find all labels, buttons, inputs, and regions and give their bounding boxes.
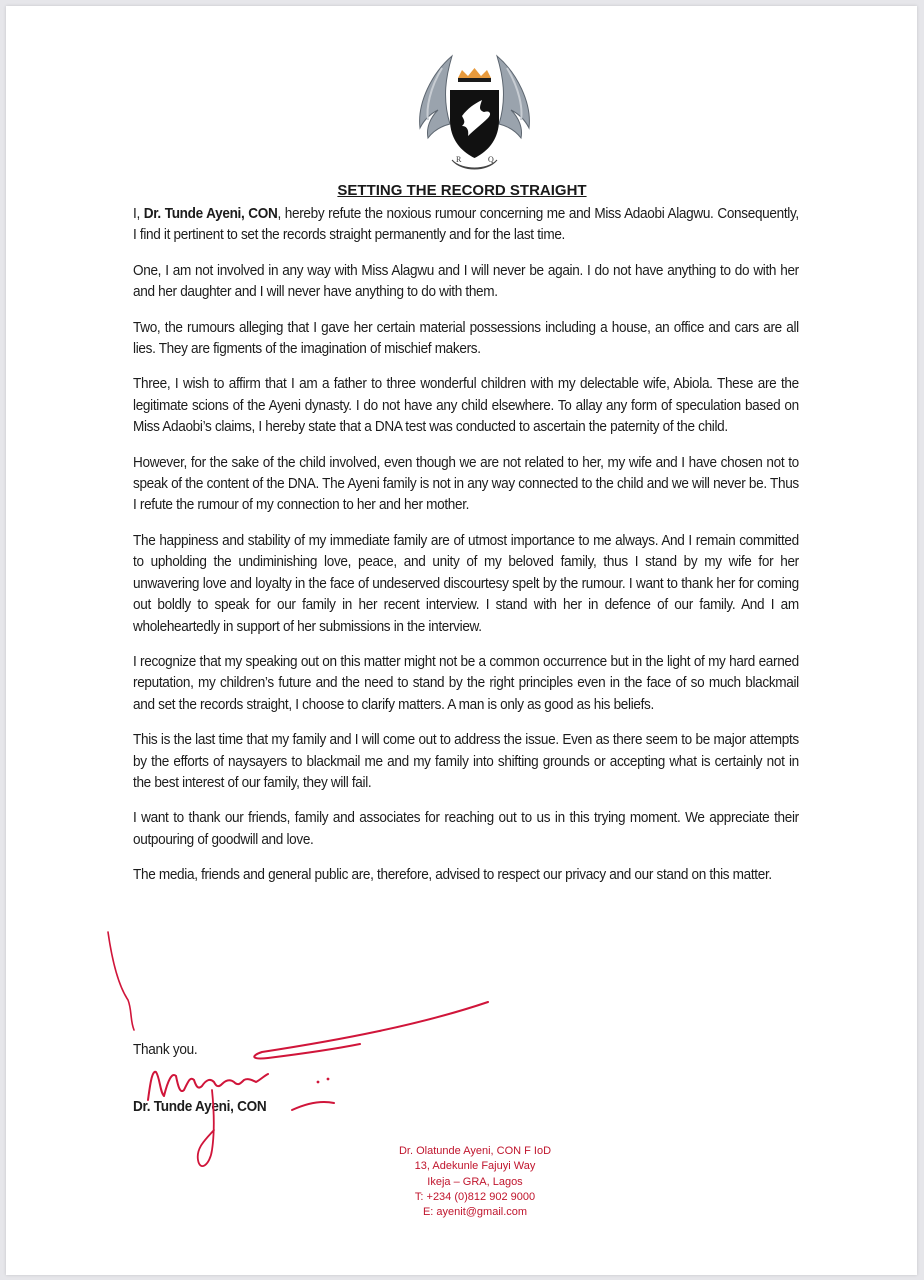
paragraph-media: The media, friends and general public are, therefore, advised to respect our privacy and our stand on this matter. xyxy=(133,867,772,884)
address-phone: T: +234 (0)812 902 9000 xyxy=(414,1190,536,1203)
document-page xyxy=(6,6,917,1275)
crown-icon xyxy=(458,68,491,82)
paragraph-two: Two, the rumours alleging that I gave her certain material possessions including a house, an office and cars are all lies. They are figments of the imagination of mischief makers. xyxy=(133,319,799,358)
paragraph-one: One, I am not involved in any way with Miss Alagwu and I will never be again. I do not have anything to do with her and her daughter and I will never have anything to do with them. xyxy=(133,262,799,301)
paragraph-three: Three, I wish to affirm that I am a father to three wonderful children with my delectable wife, Abiola. These are the legitimate scions of the Ayeni dynasty. I do not have any child elsewhere. To allay any form of speculation based on Miss Adaobi’s claims, I hereby state that a DNA test was conducted to ascertain the paternity of the child. xyxy=(133,376,799,436)
right-wing-icon xyxy=(497,56,529,138)
paragraph-recognize: I recognize that my speaking out on this matter might not be a common occurrence but in the light of my hard earned reputation, my children’s future and the need to stand by the right principles even in the face of so much blackmail and set the records straight, I choose to clarify matters. A man is only as good as his beliefs. xyxy=(133,653,799,713)
paragraph-thanks: I want to thank our friends, family and associates for reaching out to us in this trying moment. We appreciate their outpouring of goodwill and love. xyxy=(133,810,799,848)
address-city: Ikeja – GRA, Lagos xyxy=(427,1175,523,1188)
paragraph-family: The happiness and stability of my immediate family are of utmost importance to me always. And I remain committed to upholding the undiminishing love, peace, and unity of my beloved family, thus I stand by my wife for her unwavering love and loyalty in the face of undeserved discourtesy spelt by the rumour. I want to thank her for coming out boldly to speak for our family in her recent interview. I stand with her in defence of our family. And I am wholeheartedly in support of her submissions in the interview. xyxy=(133,532,799,635)
document-title: SETTING THE RECORD STRAIGHT xyxy=(337,182,587,199)
author-name: Dr. Tunde Ayeni, CON xyxy=(143,206,278,222)
closing-text: Thank you. xyxy=(133,1042,198,1058)
letter-body xyxy=(133,204,799,901)
crest-logo xyxy=(412,48,537,176)
letterhead-address xyxy=(340,1144,610,1220)
svg-text:R: R xyxy=(456,155,462,164)
address-street: 13, Adekunle Fajuyi Way xyxy=(414,1160,536,1173)
address-name: Dr. Olatunde Ayeni, CON F IoD xyxy=(398,1145,552,1157)
signatory-name: Dr. Tunde Ayeni, CON xyxy=(133,1099,267,1115)
svg-text:Q: Q xyxy=(488,155,494,164)
left-wing-icon xyxy=(420,56,452,138)
address-email: E: ayenit@gmail.com xyxy=(422,1206,528,1219)
paragraph-last-time: This is the last time that my family and I will come out to address the issue. Even as there seem to be major attempts by the efforts of naysayers to blackmail me and my family into shifting grounds or accepting what is certainly not in the best interest of our family, they will fail. xyxy=(133,732,799,791)
paragraph-dna: However, for the sake of the child involved, even though we are not related to her, my wife and I have chosen not to speak of the content of the DNA. The Ayeni family is not in any way connected to the child and we will never be. Thus I refute the rumour of my connection to her and her mother. xyxy=(133,454,799,514)
intro-paragraph: I, Dr. Tunde Ayeni, CON, hereby refute the noxious rumour concerning me and Miss Adaobi Alagwu. Consequently, I find it pertinent to set the records straight permanently and for the last time. xyxy=(133,206,799,244)
